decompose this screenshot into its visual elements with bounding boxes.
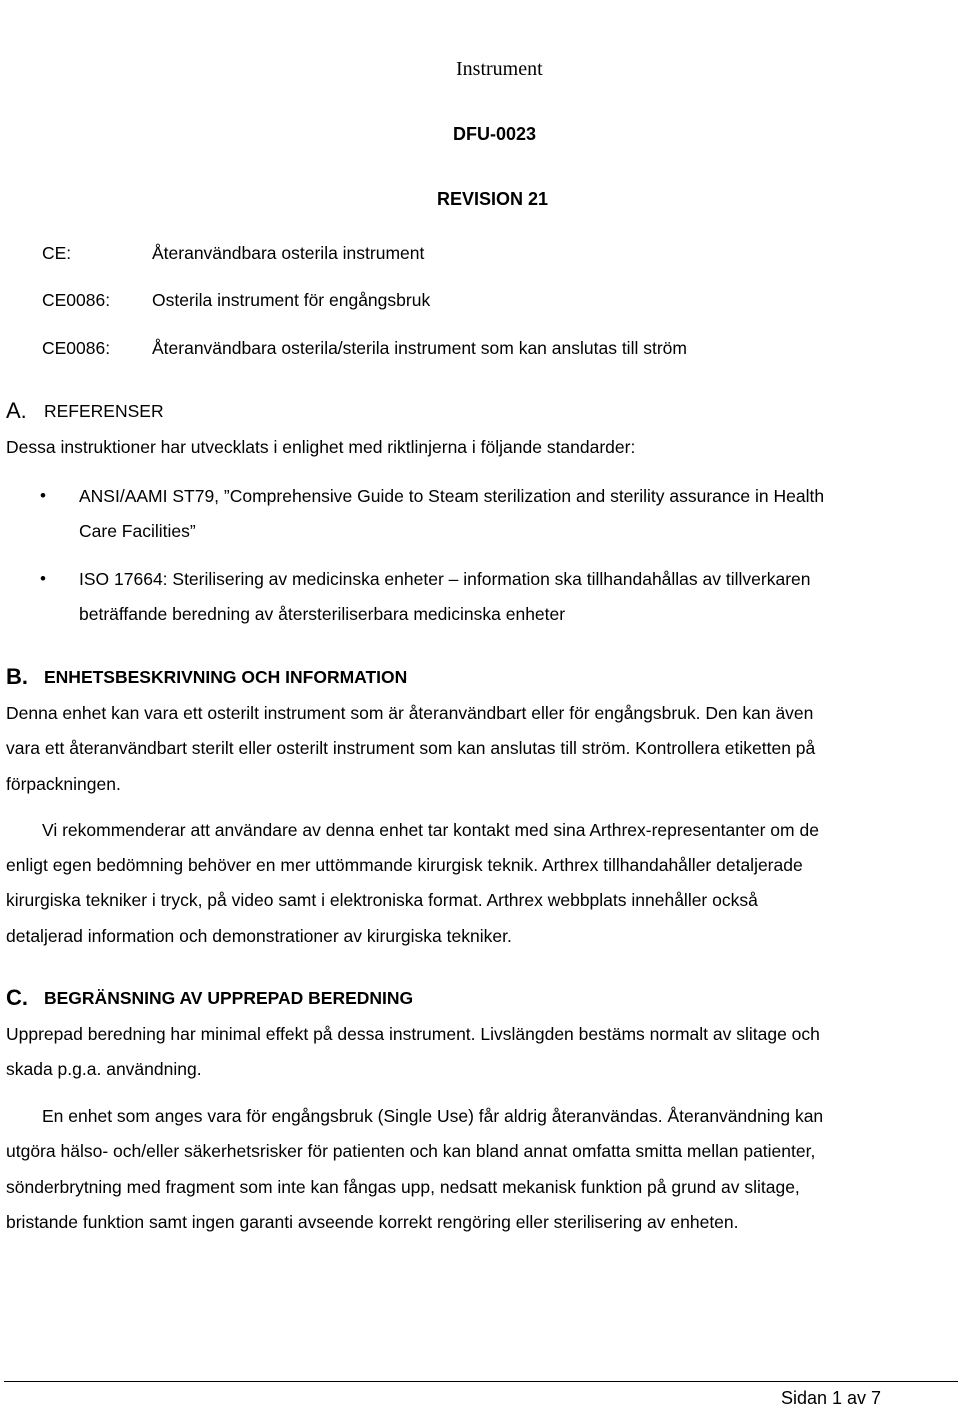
reference-item: ANSI/AAMI ST79, ”Comprehensive Guide to Steam sterilization and sterility assurance in Health <box>79 486 825 506</box>
classification-code: CE0086: <box>42 290 111 310</box>
section-c-letter: C. <box>6 985 28 1010</box>
classification-code: CE: <box>42 243 72 263</box>
classification-text: Återanvändbara osterila/sterila instrument som kan anslutas till ström <box>152 338 687 358</box>
footer-divider <box>4 1381 958 1382</box>
revision-label: REVISION 21 <box>437 189 549 209</box>
classification-text: Osterila instrument för engångsbruk <box>152 290 431 310</box>
paragraph-line: förpackningen. <box>6 774 121 794</box>
page-number: Sidan 1 av 7 <box>781 1388 882 1408</box>
paragraph-line: vara ett återanvändbart sterilt eller osterilt instrument som kan anslutas till ström. Kontrollera etiketten på <box>6 738 816 758</box>
paragraph-line: utgöra hälso- och/eller säkerhetsrisker för patienten och kan bland annat omfatta smitta mellan patienter, <box>6 1141 816 1161</box>
classification-code: CE0086: <box>42 338 111 358</box>
reference-item: ISO 17664: Sterilisering av medicinska enheter – information ska tillhandahållas av tillverkaren <box>79 569 811 589</box>
reference-item-cont: Care Facilities” <box>79 521 196 541</box>
reference-item-cont: beträffande beredning av återsteriliserbara medicinska enheter <box>79 604 566 624</box>
paragraph-line: Denna enhet kan vara ett osterilt instrument som är återanvändbart eller för engångsbruk. Den kan även <box>6 703 814 723</box>
section-a-heading: REFERENSER <box>44 401 164 421</box>
paragraph-line: skada p.g.a. användning. <box>6 1059 202 1079</box>
bullet-icon: • <box>40 569 46 588</box>
paragraph-line: kirurgiska tekniker i tryck, på video samt i elektroniska format. Arthrex webbplats innehåller också <box>6 890 758 910</box>
section-b-heading: ENHETSBESKRIVNING OCH INFORMATION <box>44 667 408 687</box>
paragraph-line: En enhet som anges vara för engångsbruk (Single Use) får aldrig återanvändas. Återanvändning kan <box>42 1106 824 1126</box>
document-number: DFU-0023 <box>453 124 537 144</box>
section-a-intro: Dessa instruktioner har utvecklats i enlighet med riktlinjerna i följande standarder: <box>6 437 636 457</box>
paragraph-line: Upprepad beredning har minimal effekt på dessa instrument. Livslängden bestäms normalt av slitage och <box>6 1024 820 1044</box>
paragraph-line: Vi rekommenderar att användare av denna enhet tar kontakt med sina Arthrex-representanter om de <box>42 820 819 840</box>
paragraph-line: detaljerad information och demonstrationer av kirurgiska tekniker. <box>6 926 512 946</box>
section-a-letter: A. <box>6 398 27 423</box>
section-b-letter: B. <box>6 664 28 689</box>
paragraph-line: sönderbrytning med fragment som inte kan fångas upp, nedsatt mekanisk funktion på grund av slitage, <box>6 1177 800 1197</box>
document-title: Instrument <box>456 58 543 80</box>
bullet-icon: • <box>40 486 46 505</box>
section-c-heading: BEGRÄNSNING AV UPPREPAD BEREDNING <box>44 988 414 1008</box>
paragraph-line: enligt egen bedömning behöver en mer uttömmande kirurgisk teknik. Arthrex tillhandahåller detaljerade <box>6 855 803 875</box>
classification-text: Återanvändbara osterila instrument <box>152 243 425 263</box>
paragraph-line: bristande funktion samt ingen garanti avseende korrekt rengöring eller sterilisering av enheten. <box>6 1212 739 1232</box>
